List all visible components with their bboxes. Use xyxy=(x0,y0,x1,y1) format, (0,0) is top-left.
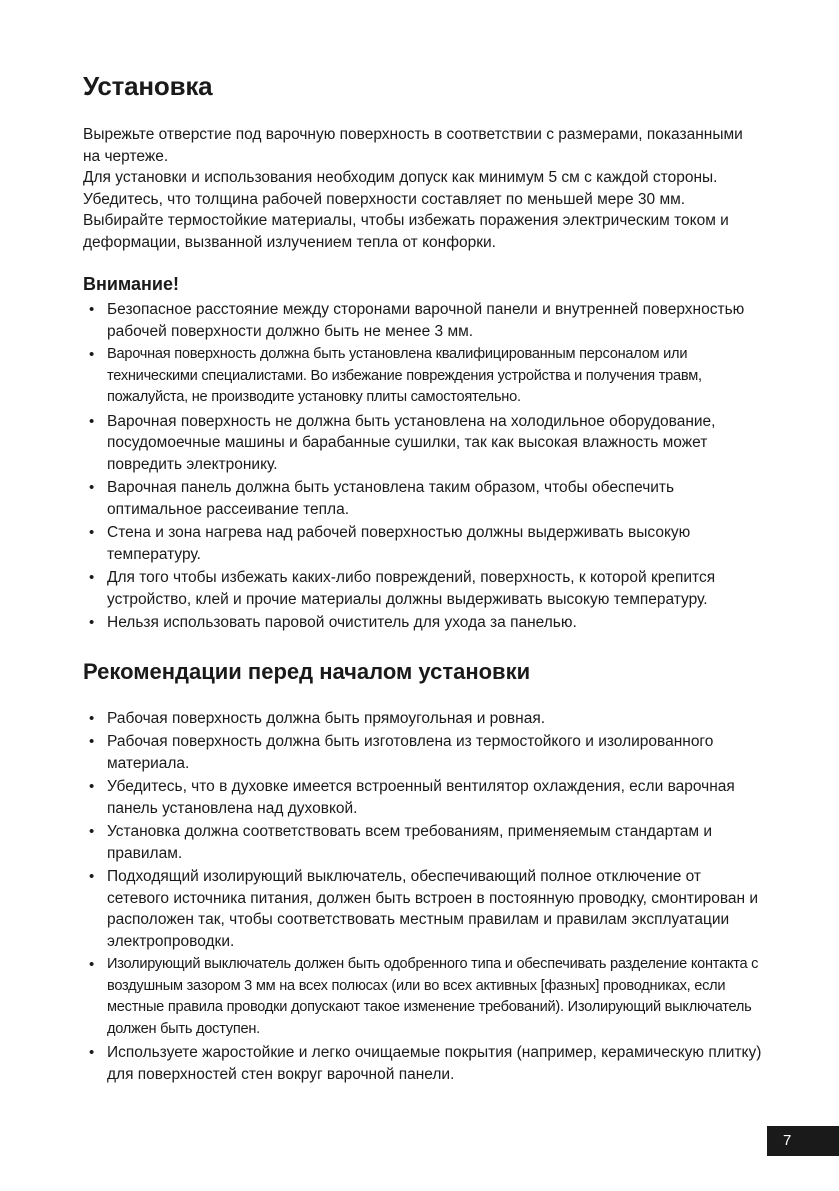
intro-text xyxy=(83,124,763,253)
list-item: • Убедитесь, что в духовке имеется встроенный вентилятор охлаждения, если варочная панель установлена над духовкой. xyxy=(83,776,763,819)
list-item: • Варочная панель должна быть установлена таким образом, чтобы обеспечить оптимальное рассеивание тепла. xyxy=(83,477,763,520)
list-item: • Безопасное расстояние между сторонами варочной панели и внутренней поверхностью рабочей поверхности должно быть не менее 3 мм. xyxy=(83,299,763,342)
page-content xyxy=(83,70,763,1087)
list-item: • Нельзя использовать паровой очиститель для ухода за панелью. xyxy=(83,612,763,634)
list-item: • Варочная поверхность должна быть установлена квалифицированным персоналом или техническими специалистами. Во избежание повреждения устройства и получения травм, пожалуйста, не производите установку плиты самостоятельно. xyxy=(83,344,763,409)
intro-paragraph: Вырежьте отверстие под варочную поверхность в соответствии с размерами, показанными на чертеже. xyxy=(83,126,743,165)
list-item: • Используете жаростойкие и легко очищаемые покрытия (например, керамическую плитку) для поверхностей стен вокруг варочной панели. xyxy=(83,1042,763,1085)
warning-title: Внимание! xyxy=(83,274,179,294)
list-item: • Рабочая поверхность должна быть изготовлена из термостойкого и изолированного материала. xyxy=(83,731,763,774)
list-item: • Изолирующий выключатель должен быть одобренного типа и обеспечивать разделение контакта с воздушным зазором 3 мм на всех полюсах (или во всех активных [фазных] проводниках, если местные правила проводки допускают такое изменение требований). Изолирующий выключатель должен быть доступен. xyxy=(83,954,763,1040)
recommendations-list xyxy=(83,708,763,1086)
warning-list xyxy=(83,299,763,634)
list-item: • Варочная поверхность не должна быть установлена на холодильное оборудование, посудомоечные машины и барабанные сушилки, так как высокая влажность может повредить электронику. xyxy=(83,411,763,476)
page-number: 7 xyxy=(767,1126,839,1156)
intro-paragraph: Убедитесь, что толщина рабочей поверхности составляет по меньшей мере 30 мм. Выбирайте термостойкие материалы, чтобы избежать поражения электрическим током и деформации, вызванной излучением тепла от конфорки. xyxy=(83,190,729,251)
intro-paragraph: Для установки и использования необходим допуск как минимум 5 см с каждой стороны. xyxy=(83,169,718,186)
section-title-recommendations: Рекомендации перед началом установки xyxy=(83,658,531,684)
list-item: • Подходящий изолирующий выключатель, обеспечивающий полное отключение от сетевого источника питания, должен быть встроен в постоянную проводку, смонтирован и расположен так, чтобы соответствовать местным правилам и правилам эксплуатации электропроводки. xyxy=(83,866,763,952)
list-item: • Рабочая поверхность должна быть прямоугольная и ровная. xyxy=(83,708,763,730)
list-item: • Установка должна соответствовать всем требованиям, применяемым стандартам и правилам. xyxy=(83,821,763,864)
list-item: • Стена и зона нагрева над рабочей поверхностью должны выдерживать высокую температуру. xyxy=(83,522,763,565)
list-item: • Для того чтобы избежать каких-либо повреждений, поверхность, к которой крепится устройство, клей и прочие материалы должны выдерживать высокую температуру. xyxy=(83,567,763,610)
section-title-installation: Установка xyxy=(83,71,213,101)
